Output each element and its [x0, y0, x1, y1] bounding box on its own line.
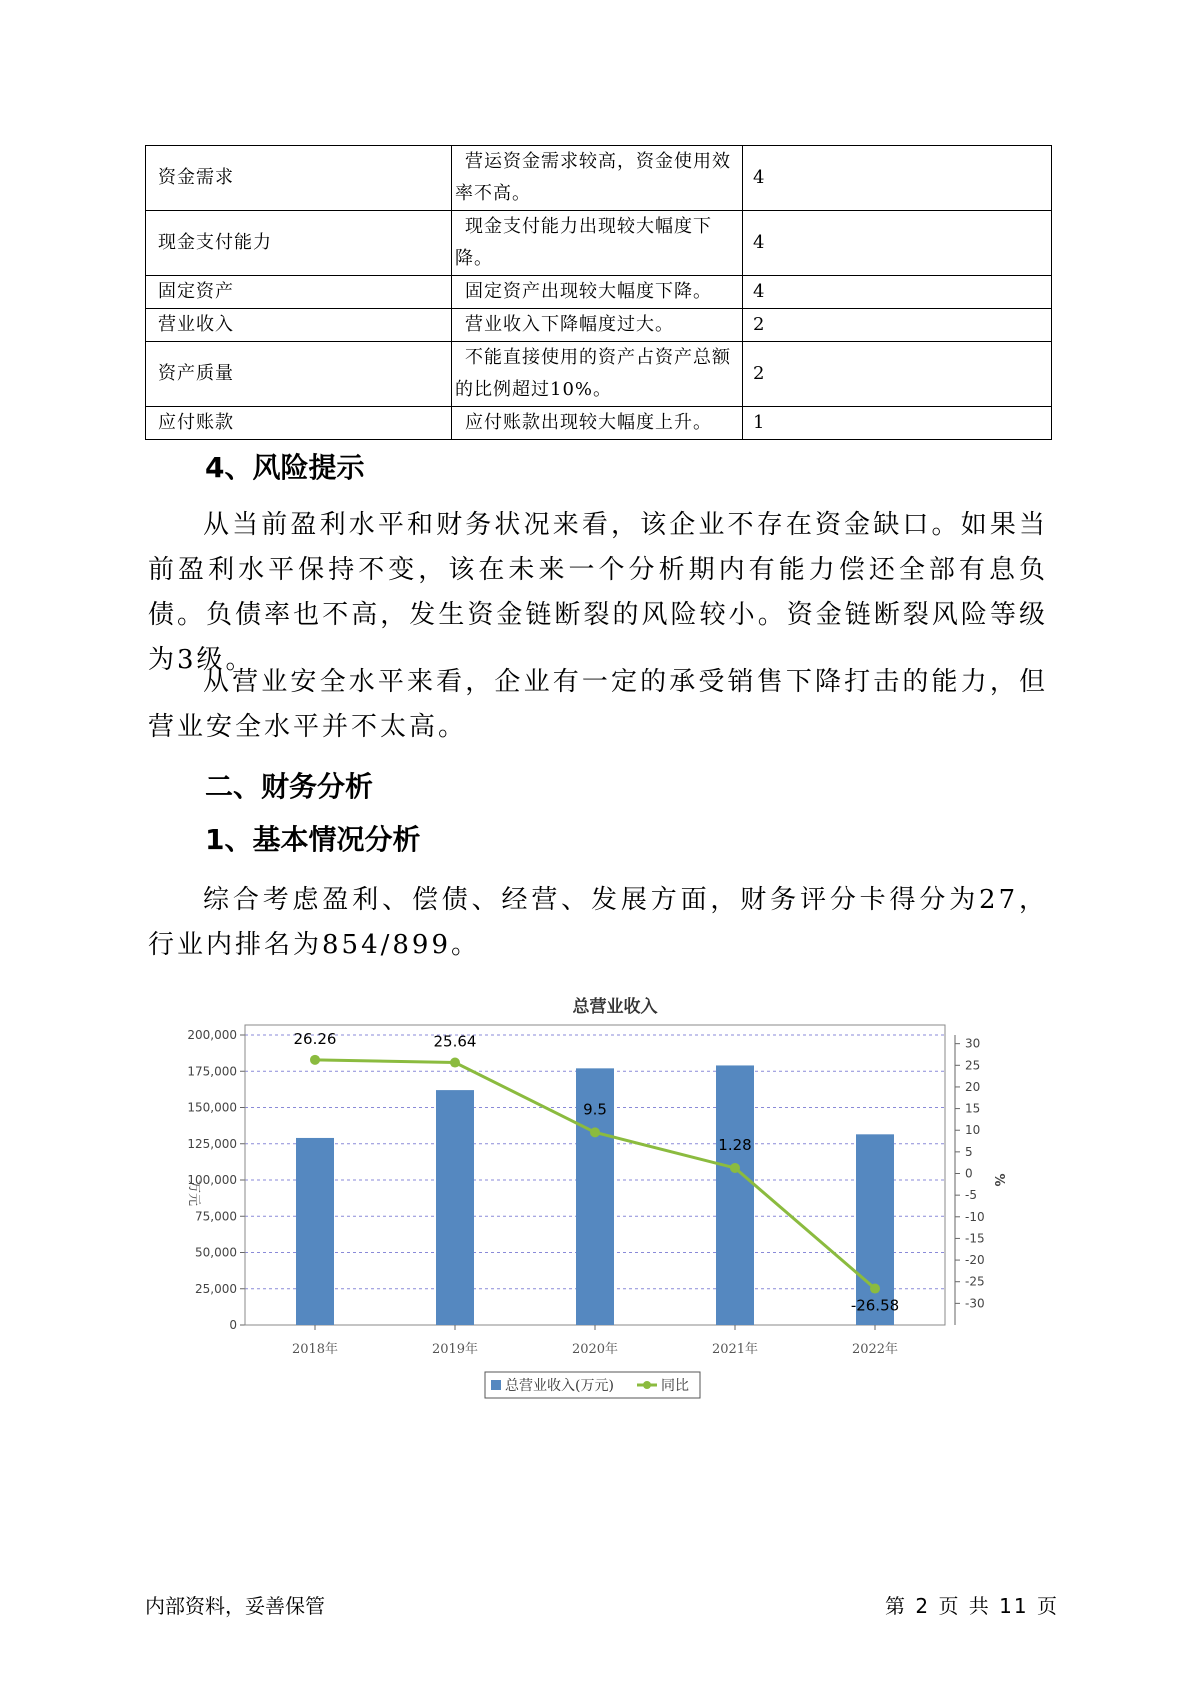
y2-tick-label: 30 [965, 1036, 981, 1051]
risk-table-row [146, 146, 1052, 211]
y2-tick-label: 10 [965, 1123, 981, 1138]
risk-item-name: 营业收入 [146, 309, 452, 342]
basic-analysis-paragraph: 综合考虑盈利、偿债、经营、发展方面，财务评分卡得分为27，行业内排名为854/899。 [148, 885, 1048, 960]
y-tick-label: 200,000 [187, 1028, 237, 1042]
y-tick-label: 25,000 [195, 1281, 237, 1296]
x-tick-label: 2020年 [571, 1342, 619, 1357]
risk-table-row [146, 276, 1052, 309]
x-tick-label: 2022年 [851, 1342, 899, 1357]
revenue-bar [296, 1138, 334, 1325]
revenue-chart-svg [175, 990, 1055, 1450]
revenue-bar [436, 1090, 474, 1325]
risk-table-row [146, 309, 1052, 342]
risk-item-description [452, 309, 743, 342]
risk-item-score: 4 [743, 146, 1052, 211]
risk-item-score: 2 [743, 342, 1052, 407]
yoy-data-label: 26.26 [293, 1029, 337, 1048]
y-tick-label: 100,000 [187, 1173, 237, 1187]
yoy-data-label: 25.64 [433, 1032, 477, 1051]
risk-item-description [452, 276, 743, 309]
legend-bar-label: 总营业收入(万元) [505, 1378, 614, 1394]
chart-title: 总营业收入 [572, 997, 658, 1017]
risk-item-description [452, 211, 743, 276]
risk-description-line-1: 应付账款出现较大幅度上升。 [465, 412, 712, 433]
finance-heading: 二、财务分析 [205, 770, 374, 803]
yoy-data-label: 1.28 [718, 1135, 752, 1154]
y-tick-label: 150,000 [187, 1100, 237, 1115]
risk-table [145, 145, 1052, 440]
risk-item-score: 4 [743, 211, 1052, 276]
risk-item-description [452, 342, 743, 407]
legend-bar-swatch [491, 1380, 501, 1390]
y-tick-label: 0 [229, 1318, 237, 1332]
risk-description-line-1: 固定资产出现较大幅度下降。 [465, 281, 712, 302]
risk-item-description [452, 407, 743, 440]
y2-tick-label: 25 [965, 1058, 981, 1073]
risk-item-name: 应付账款 [146, 407, 452, 440]
yoy-point [870, 1284, 880, 1294]
risk-item-name: 固定资产 [146, 276, 452, 309]
yoy-point [590, 1127, 600, 1137]
risk-description-line-1: 不能直接使用的资产占资产总额 [465, 347, 731, 368]
revenue-chart [175, 990, 1055, 1450]
y2-tick-label: -25 [965, 1274, 985, 1289]
risk-table-row [146, 407, 1052, 440]
y2-tick-label: 20 [965, 1079, 981, 1094]
risk-description-line-1: 营运资金需求较高，资金使用效 [465, 151, 731, 172]
risk-item-score: 4 [743, 276, 1052, 309]
y2-tick-label: 0 [965, 1166, 973, 1181]
y-tick-label: 125,000 [187, 1136, 237, 1151]
y2-tick-label: -30 [965, 1296, 985, 1311]
risk-item-name: 现金支付能力 [146, 211, 452, 276]
risk-item-score: 2 [743, 309, 1052, 342]
risk-table-row [146, 342, 1052, 407]
risk-description-line-1: 现金支付能力出现较大幅度下降。 [455, 216, 712, 269]
y-tick-label: 75,000 [195, 1209, 237, 1224]
x-tick-label: 2019年 [431, 1342, 479, 1357]
y2-tick-label: -10 [965, 1209, 985, 1224]
risk-heading: 4、风险提示 [205, 451, 365, 484]
footer-confidential: 内部资料，妥善保管 [145, 1594, 325, 1618]
risk-description-line-2: 率不高。 [455, 183, 531, 204]
x-tick-label: 2018年 [291, 1342, 339, 1357]
y2-tick-label: -20 [965, 1253, 985, 1268]
y2-tick-label: 15 [965, 1101, 981, 1116]
y-tick-label: 50,000 [195, 1245, 237, 1260]
risk-paragraph-1: 从当前盈利水平和财务状况来看，该企业不存在资金缺口。如果当前盈利水平保持不变，该在未来一个分析期内有能力偿还全部有息负债。负债率也不高，发生资金链断裂的风险较小。资金链断裂风险等级为3级。 [148, 510, 1048, 675]
yoy-point [730, 1163, 740, 1173]
yoy-data-label: -26.58 [850, 1296, 900, 1315]
risk-item-name: 资金需求 [146, 146, 452, 211]
footer-page-number: 第 2 页 共 11 页 [885, 1594, 1059, 1618]
y2-tick-label: -5 [965, 1188, 977, 1203]
yoy-data-label: 9.5 [583, 1100, 607, 1119]
risk-item-name: 资产质量 [146, 342, 452, 407]
y-axis-label: 万元 [186, 1180, 201, 1207]
basic-analysis-heading: 1、基本情况分析 [205, 823, 421, 856]
risk-description-line-1: 营业收入下降幅度过大。 [465, 314, 674, 335]
y2-axis-label: % [991, 1173, 1006, 1187]
y2-tick-label: 5 [965, 1144, 973, 1159]
risk-table-row [146, 211, 1052, 276]
risk-item-description [452, 146, 743, 211]
yoy-point [310, 1055, 320, 1065]
y2-tick-label: -15 [965, 1231, 985, 1246]
revenue-bar [716, 1065, 754, 1325]
legend-line-label: 同比 [661, 1378, 689, 1394]
risk-paragraph-2: 从营业安全水平来看，企业有一定的承受销售下降打击的能力，但营业安全水平并不太高。 [148, 667, 1048, 742]
risk-item-score: 1 [743, 407, 1052, 440]
y-tick-label: 175,000 [187, 1064, 237, 1079]
yoy-point [450, 1058, 460, 1068]
risk-description-line-2: 的比例超过10%。 [455, 379, 613, 400]
legend-line-marker [643, 1381, 651, 1389]
x-tick-label: 2021年 [711, 1342, 759, 1357]
